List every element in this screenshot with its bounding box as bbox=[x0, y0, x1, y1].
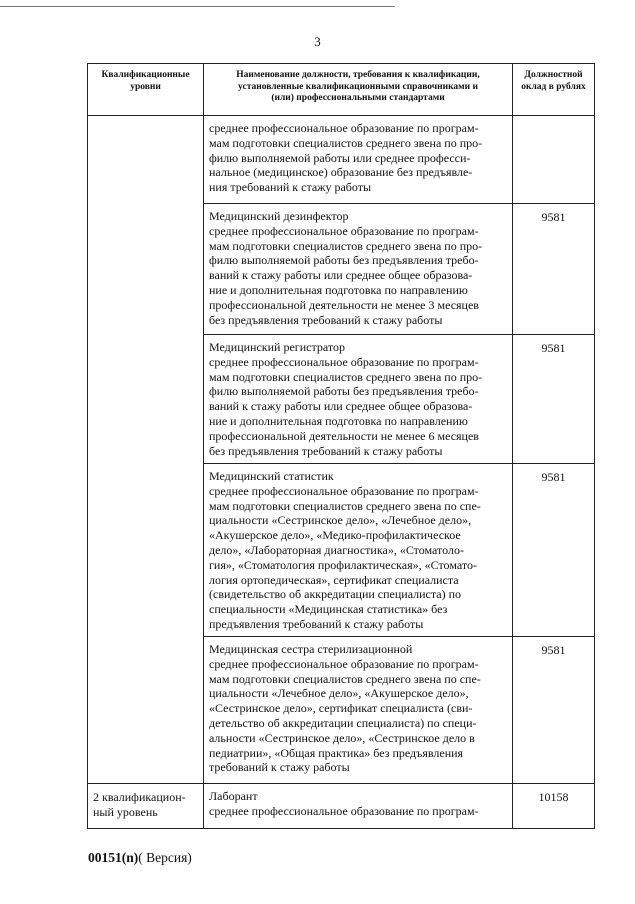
position-title: Медицинский статистик bbox=[209, 469, 334, 483]
qualification-table bbox=[87, 63, 595, 829]
requirements-cell bbox=[204, 464, 513, 637]
requirement-line: филю выполняемой работы без предъявления требо- bbox=[209, 384, 479, 399]
header-line: Наименование должности, требования к квалификации, bbox=[236, 70, 480, 80]
requirement-line: специальности «Медицинская статистика» без bbox=[209, 602, 448, 617]
salary-cell: 9581 bbox=[513, 464, 595, 637]
table-row bbox=[88, 116, 595, 204]
requirement-line: гия», «Стоматология профилактическая», «Стомато- bbox=[209, 557, 477, 572]
position-title: Медицинский дезинфектор bbox=[209, 209, 349, 223]
position-title: Медицинский регистратор bbox=[209, 340, 345, 354]
header-line: Квалификационные bbox=[101, 70, 190, 80]
requirement-line: без предъявления требований к стажу работы bbox=[209, 312, 443, 327]
requirement-line: среднее профессиональное образование по програм- bbox=[209, 656, 479, 671]
top-rule bbox=[0, 6, 395, 7]
requirement-line: мам подготовки специалистов среднего звена по про- bbox=[209, 135, 483, 150]
requirements-cell bbox=[204, 335, 513, 464]
page-number: 3 bbox=[314, 34, 321, 49]
requirement-line: профессиональной деятельности не менее 6 месяцев bbox=[209, 428, 479, 443]
requirement-line: среднее профессиональное образование по програм- bbox=[209, 354, 479, 369]
qualification-level-cell bbox=[88, 784, 204, 829]
requirement-line: среднее профессиональное образование по програм- bbox=[209, 223, 479, 238]
requirement-line: «Сестринское дело», сертификат специалиста (сви- bbox=[209, 701, 473, 716]
header-line: (или) профессиональными стандартами bbox=[271, 93, 445, 103]
position-title: Лаборант bbox=[209, 789, 258, 803]
table-row bbox=[88, 784, 595, 829]
requirement-line: мам подготовки специалистов среднего звена по спе- bbox=[209, 671, 481, 686]
header-position-requirements bbox=[204, 64, 513, 116]
salary-cell: 10158 bbox=[513, 784, 595, 829]
requirements-cell bbox=[204, 784, 513, 829]
header-line: установленные квалификационными справочниками и bbox=[238, 81, 478, 92]
requirement-line: среднее профессиональное образование по програм- bbox=[209, 121, 479, 135]
requirement-line: мам подготовки специалистов среднего звена по про- bbox=[209, 369, 483, 384]
requirements-cell bbox=[204, 116, 513, 204]
requirement-line: логия ортопедическая», сертификат специалиста bbox=[209, 572, 459, 587]
table-header-row bbox=[88, 64, 595, 116]
position-title: Медицинская сестра стерилизационной bbox=[209, 642, 413, 656]
table-body bbox=[88, 116, 595, 829]
qualification-level-line: ный уровень bbox=[93, 804, 158, 819]
requirement-line: циальности «Сестринское дело», «Лечебное дело», bbox=[209, 513, 472, 528]
requirement-line: циальности «Лечебное дело», «Акушерское дело», bbox=[209, 686, 469, 701]
requirement-line: нальное (медицинское) образование без предъявле- bbox=[209, 165, 473, 180]
requirement-line: ние и дополнительная подготовка по направлению bbox=[209, 413, 468, 428]
header-line: Должностной bbox=[524, 70, 583, 80]
salary-cell: 9581 bbox=[513, 204, 595, 335]
requirement-line: среднее профессиональное образование по програм- bbox=[209, 803, 479, 818]
header-salary bbox=[513, 64, 595, 116]
requirement-line: предъявления требований к стажу работы bbox=[209, 616, 424, 631]
requirement-line: филю выполняемой работы без предъявления требо- bbox=[209, 253, 479, 268]
requirements-cell bbox=[204, 204, 513, 335]
document-version: ( Версия) bbox=[138, 850, 192, 865]
requirement-line: мам подготовки специалистов среднего звена по про- bbox=[209, 238, 483, 253]
requirement-line: среднее профессиональное образование по програм- bbox=[209, 483, 479, 498]
salary-cell: 9581 bbox=[513, 335, 595, 464]
requirements-cell bbox=[204, 637, 513, 784]
qualification-level-line: 2 квалификацион- bbox=[93, 790, 186, 804]
qualification-level-cell bbox=[88, 116, 204, 784]
requirement-line: ния требований к стажу работы bbox=[209, 180, 372, 195]
salary-cell bbox=[513, 116, 595, 204]
requirement-line: (свидетельство об аккредитации специалиста) по bbox=[209, 587, 462, 602]
requirement-line: требований к стажу работы bbox=[209, 760, 350, 775]
salary-cell: 9581 bbox=[513, 637, 595, 784]
requirement-line: детельство об аккредитации специалиста) по специ- bbox=[209, 715, 477, 730]
document-footer bbox=[88, 850, 192, 866]
requirement-line: ваний к стажу работы или среднее общее образова- bbox=[209, 399, 473, 414]
header-line: оклад в рублях bbox=[521, 81, 586, 92]
requirement-line: «Акушерское дело», «Медико-профилактическое bbox=[209, 528, 461, 543]
requirement-line: педиатрии», «Общая практика» без предъявления bbox=[209, 745, 464, 760]
requirement-line: ние и дополнительная подготовка по направлению bbox=[209, 282, 468, 297]
requirement-line: мам подготовки специалистов среднего звена по спе- bbox=[209, 498, 481, 513]
requirement-line: альности «Сестринское дело», «Сестринское дело в bbox=[209, 730, 475, 745]
document-code: 00151(n) bbox=[88, 850, 139, 865]
requirement-line: филю выполняемой работы или среднее професси- bbox=[209, 150, 471, 165]
requirement-line: профессиональной деятельности не менее 3 месяцев bbox=[209, 297, 479, 312]
header-qualification-levels bbox=[88, 64, 204, 116]
requirement-line: ваний к стажу работы или среднее общее образова- bbox=[209, 268, 473, 283]
requirement-line: дело», «Лабораторная диагностика», «Стоматоло- bbox=[209, 542, 464, 557]
header-line: уровни bbox=[130, 81, 161, 92]
requirement-line: без предъявления требований к стажу работы bbox=[209, 443, 443, 458]
